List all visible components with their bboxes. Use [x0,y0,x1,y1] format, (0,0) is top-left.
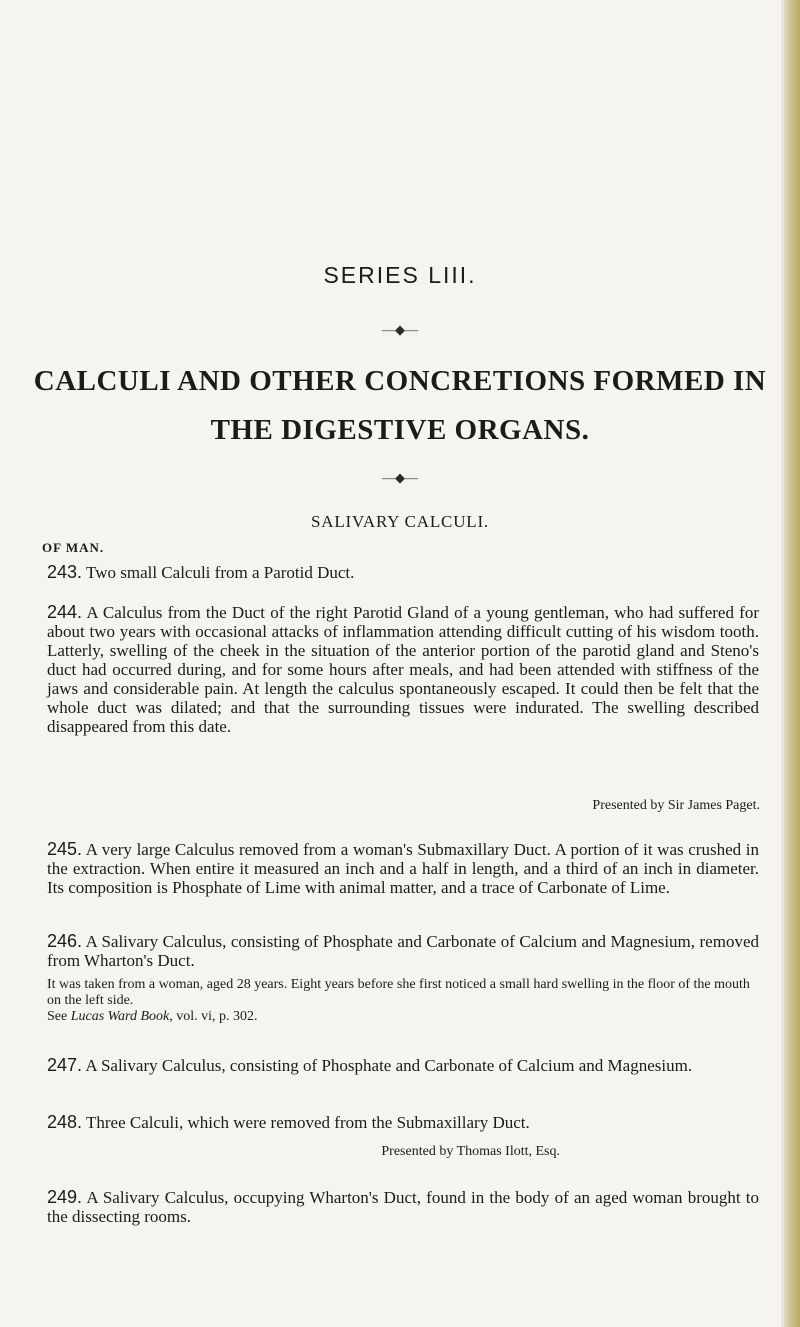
entry-number: 244. [47,602,83,622]
catalogue-entry-248 [47,1113,759,1132]
entry-text: Three Calculi, which were removed from the Submaxillary Duct. [86,1113,530,1132]
presented-by: Presented by Sir James Paget. [592,798,760,813]
entry-text: A Salivary Calculus, consisting of Phosphate and Carbonate of Calcium and Magnesium. [85,1056,693,1075]
catalogue-entry-249 [47,1188,759,1226]
chapter-title-line-1: CALCULI AND OTHER CONCRETIONS FORMED IN [33,365,767,397]
ornament-divider: —◆— [382,470,418,485]
entry-number: 247. [47,1055,83,1075]
note-see: See [47,1009,68,1024]
entry-text: A Salivary Calculus, occupying Wharton's Duct, found in the body of an aged woman brought to the dissecting rooms. [47,1188,760,1226]
entry-number: 248. [47,1112,83,1132]
catalogue-entry-243 [47,563,759,582]
catalogue-entry-247 [47,1056,759,1075]
note-reference [47,1009,759,1025]
entry-text: Two small Calculi from a Parotid Duct. [86,563,355,582]
series-title: SERIES LIII. [323,262,477,288]
entry-number: 243. [47,562,83,582]
binding-edge [784,0,800,1327]
entry-number: 246. [47,931,83,951]
catalogue-entry-246 [47,932,759,970]
ornament-divider: —◆— [382,322,418,337]
entry-number: 249. [47,1187,83,1207]
catalogue-entry-244 [47,603,759,736]
note-text: It was taken from a woman, aged 28 years. Eight years before she first noticed a small hard swelling in the floor of the mouth on the left side. [47,977,750,1008]
entry-text: A Calculus from the Duct of the right Parotid Gland of a young gentleman, who had suffered for about two years with occasional attacks of inflammation attending difficult cutting of his wisdom tooth. Latterly, swelling of the cheek in the situation of the anterior portion of the parotid gland and Steno's duct had occurred during, and for some hours after meals, and had been attended with stiffness of the jaws and considerable pain. At length the calculus spontaneously escaped. It could then be felt that the whole duct was dilated; and that the surrounding tissues were indurated. The swelling described disappeared from this date. [47,603,759,736]
note-volume: vol. vi, p. 302. [176,1009,258,1024]
entry-number: 245. [47,839,83,859]
section-heading: SALIVARY CALCULI. [311,512,489,531]
entry-text: A very large Calculus removed from a woman's Submaxillary Duct. A portion of it was crushed in the extraction. When entire it measured an inch and a half in length, and a third of an inch in diameter. Its composition is Phosphate of Lime with animal matter, and a trace of Carbonate of Lime. [47,840,759,897]
catalogue-entry-245 [47,840,759,897]
entry-note [47,977,759,1025]
presented-by: Presented by Thomas Ilott, Esq. [381,1144,560,1159]
subheading: OF MAN. [42,540,105,555]
chapter-title-line-2: THE DIGESTIVE ORGANS. [210,414,590,446]
entry-text: A Salivary Calculus, consisting of Phosphate and Carbonate of Calcium and Magnesium, removed from Wharton's Duct. [47,932,759,970]
note-source: Lucas Ward Book, [70,1009,173,1024]
